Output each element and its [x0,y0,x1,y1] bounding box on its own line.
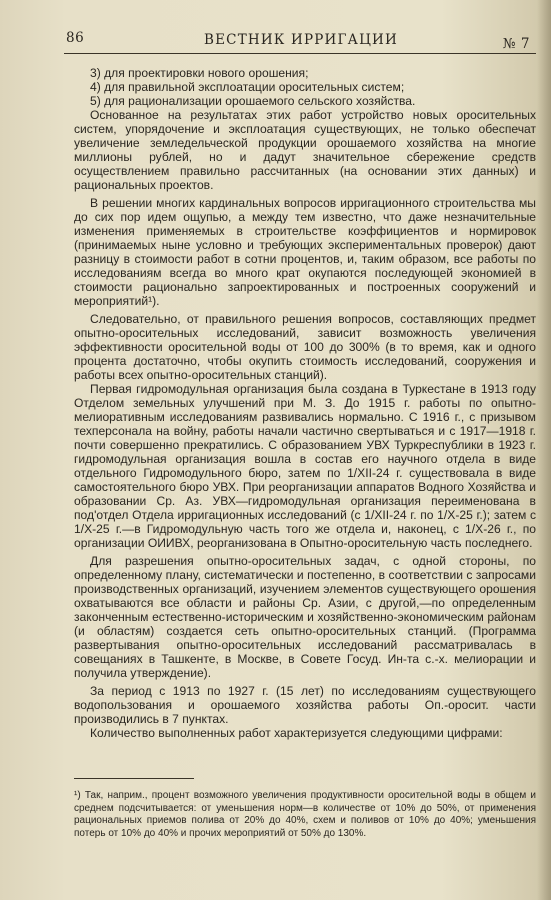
paragraph: Количество выполненных работ характеризуется следующими цифрами: [90,726,503,740]
paragraph: Основанное на результатах этих работ устройство новых оросительных систем, упорядочение и эксплоатация существующих, не только обеспечат увеличение земледельческой продукции орошаемого хозяйства на многие миллионы рублей, но и дадут значительное сбережение средств осуществлением правильно рассчитанных (на основании этих данных) и рациональных проектов. [74,108,536,192]
list-item: 3) для проектировки нового орошения; [90,66,309,80]
article-body [74,66,536,740]
page-number: 86 [66,30,85,46]
footnote: ¹) Так, наприм., процент возможного увеличения продуктивности оросительной воды в общем и среднем подсчитывается: от уменьшения норм—в количестве от 10% до 50%, от применения рациональных приемов полива от 20% до 40%, схем и поливов от 10% до 40%; уменьшения потерь от 10% до 40% и прочих мероприятий от 50% до 130%. [74,790,536,839]
paragraph: Для разрешения опытно-оросительных задач, с одной стороны, по определенному плану, систематически и постепенно, в соответствии с запросами производственных организаций, изучением элементов существующего орошения охватываются все области и районы Ср. Азии, с другой,—по определенным законченным естественно-историческим и хозяйственно-экономическим районам (и областям) создается сеть опытно-оросительных станций. (Программа развертывания опытно-оросительных исследований рассматривалась в совещаниях в Ташкенте, в Москве, в Совете Госуд. Ин-та с.-х. мелиорации и получила утверждение). [74,554,536,680]
issue-number: № 7 [502,36,530,52]
footnote-rule [74,778,194,779]
journal-title: ВЕСТНИК ИРРИГАЦИИ [204,32,398,48]
paragraph: За период с 1913 по 1927 г. (15 лет) по исследованиям существующего водопользования и орошаемого хозяйства работы Оп.-оросит. части производились в 7 пунктах. [74,684,536,726]
list-item: 5) для рационализации орошаемого сельского хозяйства. [90,94,416,108]
paragraph: Первая гидромодульная организация была создана в Туркестане в 1913 году Отделом земельных улучшений при М. З. До 1915 г. работы по опытно-мелиоративным исследованиям развивались нормально. С 1916 г., с призывом техперсонала на войну, работы начали частично свертываться и с 1917—1918 г. почти совершенно прекратились. С образованием УВХ Туркреспублики в 1923 г. гидромодульная организация вошла в состав его научного отдела в виде отдельного Гидромодульного бюро, затем по 1/XII-24 г. существовала в виде самостоятельного бюро УВХ. При реорганизации аппаратов Водного Хозяйства и образовании Ср. Аз. УВХ—гидромодульная организация переименована в под'отдел Отдела ирригационных исследований (с 1/XII-24 г. по 1/X-25 г.); затем с 1/X-25 г.—в Гидромодульную часть того же отдела и, наконец, с 1/X-26 г., по организации ОИИВХ, реорганизована в Опытно-оросительную часть последнего. [74,382,536,550]
header-rule [64,53,536,54]
paragraph: В решении многих кардинальных вопросов ирригационного строительства мы до сих пор идем ощупью, а между тем известно, что даже незначительные изменения применяемых в строительстве коэффициентов и нормировок (принимаемых ныне условно и требующих экспериментальных проверок) дают разницу в стоимости работ в сотни процентов, и, таким образом, все работы по исследованиям всегда во много крат окупаются последующей экономией в стоимости рационально запроектированных и построенных сооружений и мероприятий¹). [74,196,536,308]
running-header [64,30,534,52]
paragraph: Следовательно, от правильного решения вопросов, составляющих предмет опытно-оросительных исследований, зависит возможность увеличения эффективности оросительной воды от 100 до 300% (в то время, как и одного процента достаточно, чтобы окупить стоимость исследований, сооружения и работы всех опытно-оросительных станций). [74,312,536,382]
page-spine-shadow [537,0,551,900]
list-item: 4) для правильной эксплоатации оросительных систем; [90,80,405,94]
